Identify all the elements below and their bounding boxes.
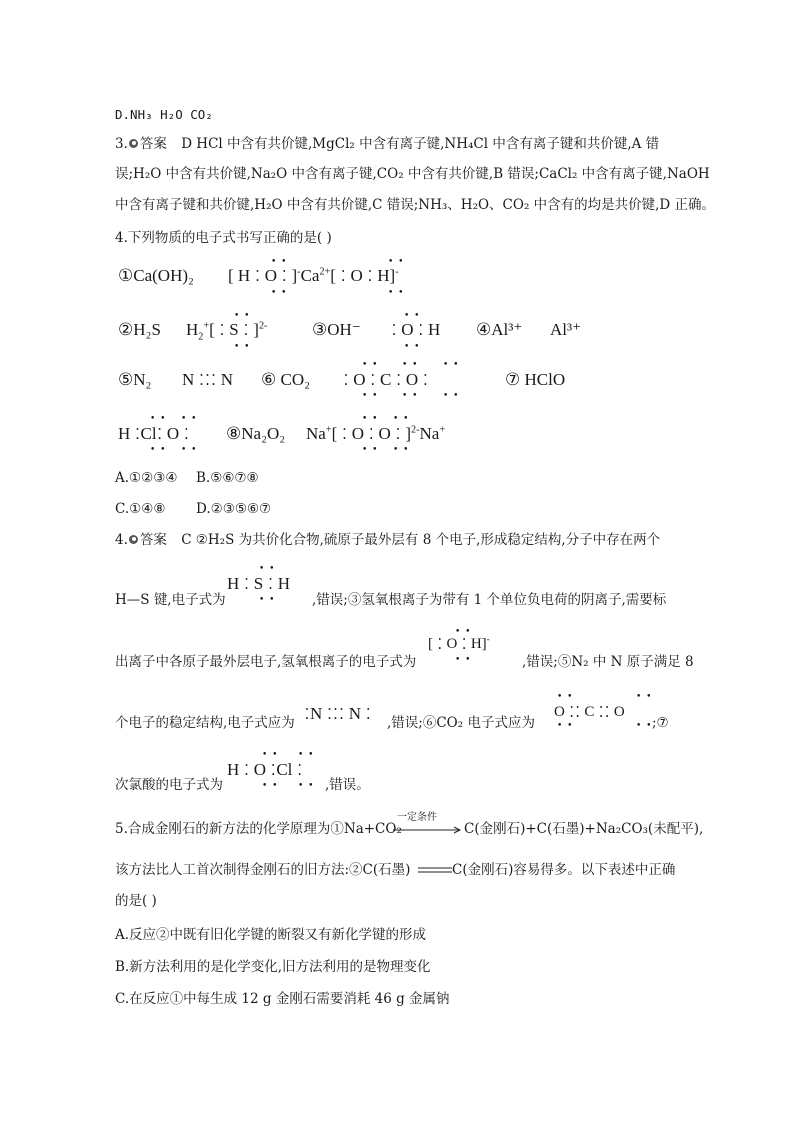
lone-pair-dots: • • bbox=[181, 445, 198, 455]
lone-pair-dots: • • bbox=[443, 360, 460, 370]
q4-answer-line4c: ;⑦ bbox=[652, 715, 669, 731]
q4-item3-structure: ⁚ O ⁚ H bbox=[391, 320, 441, 340]
answer-number: 4. bbox=[115, 532, 128, 548]
q4-option-c: C.①④⑧ bbox=[115, 501, 166, 517]
q4-answer-line1 bbox=[115, 531, 660, 549]
answer-icon bbox=[129, 535, 138, 544]
q4-item4-formula: Al³⁺ bbox=[550, 320, 582, 339]
q4-stem: 4.下列物质的电子式书写正确的是( ) bbox=[115, 230, 332, 246]
q5-option-c: C.在反应①中每生成 12 g 金刚石需要消耗 46 g 金属钠 bbox=[115, 991, 450, 1007]
q4-answer-line5a: 次氯酸的电子式为 bbox=[115, 777, 223, 793]
hclo-electron-formula: H ⁚ O ⁚Cl ⁚ bbox=[227, 760, 303, 780]
lone-pair-dots: • • bbox=[362, 391, 379, 401]
lone-pair-dots: • • bbox=[234, 311, 251, 321]
q3-answer-line2: 误;H₂O 中含有共价键,Na₂O 中含有离子键,CO₂ 中含有共价键,B 错误;CaCl₂ 中含有离子键,NaOH bbox=[115, 166, 710, 182]
q4-item7-structure: H ⁚Cl⁚ O ⁚ bbox=[118, 424, 189, 444]
q4-answer-line4a: 个电子的稳定结构,电子式应为 bbox=[115, 715, 295, 731]
answer-icon bbox=[129, 139, 138, 148]
q4-item2-label: ②H₂S bbox=[118, 320, 161, 339]
q4-item2-structure: $H_2^+$[ ⁚ S ⁚ ]$^{2-}$ bbox=[186, 320, 268, 343]
q4-answer-line3a: 出离子中各原子最外层电子,氢氧根离子的电子式为 bbox=[115, 654, 417, 670]
q4-item8-structure: Na+[ ⁚ O ⁚ O ⁚ ]$^{2-}$Na+ bbox=[306, 424, 446, 444]
lone-pair-dots: • • bbox=[271, 257, 288, 267]
lone-pair-dots: • • bbox=[181, 414, 198, 424]
answer-number: 3. bbox=[115, 136, 128, 152]
lone-pair-dots: • • bbox=[404, 342, 421, 352]
answer-label: 答案 bbox=[139, 136, 167, 152]
reaction-arrow bbox=[393, 826, 463, 834]
lone-pair-dots: • • bbox=[636, 692, 653, 702]
q4-item8-label: ⑧Na₂O₂ bbox=[226, 424, 286, 443]
q3-answer-line1 bbox=[115, 135, 659, 153]
lone-pair-dots: • • bbox=[557, 721, 574, 731]
q5-line1a: 5.合成金刚石的新方法的化学原理为①Na+CO₂ bbox=[115, 821, 402, 837]
lone-pair-dots: • • bbox=[402, 391, 419, 401]
lone-pair-dots: • • bbox=[455, 627, 472, 637]
q5-option-b: B.新方法利用的是化学变化,旧方法利用的是物理变化 bbox=[115, 959, 431, 975]
q4-item7-label: ⑦ HClO bbox=[505, 370, 566, 389]
lone-pair-dots: • • bbox=[362, 414, 379, 424]
q3-answer-line3: 中含有离子键和共价键,H₂O 中含有共价键,C 错误;NH₃、H₂O、CO₂ 中含有的均是共价键,D 正确。 bbox=[115, 197, 716, 213]
reaction-condition: 一定条件 bbox=[397, 812, 437, 823]
q4-item5-structure: N ⁚⁚⁚ N bbox=[182, 370, 234, 390]
lone-pair-dots: • • bbox=[259, 564, 276, 574]
q4-item6-label: ⑥ CO₂ bbox=[261, 370, 311, 389]
q4-option-a: A.①②③④ bbox=[115, 470, 178, 486]
lone-pair-dots: • • bbox=[388, 288, 405, 298]
q4-answer-line2b: ,错误;③氢氧根离子为带有 1 个单位负电荷的阴离子,需要标 bbox=[312, 592, 667, 608]
q5-line3: 的是( ) bbox=[115, 893, 157, 909]
q5-line2b: C(金刚石)容易得多。以下表述中正确 bbox=[452, 862, 676, 878]
lone-pair-dots: • • bbox=[404, 311, 421, 321]
q4-item1-label: ①Ca(OH)₂ bbox=[118, 266, 194, 285]
answer-text: D HCl 中含有共价键,MgCl₂ 中含有离子键,NH₄Cl 中含有离子键和共价键,A 错 bbox=[181, 136, 660, 152]
q5-option-a: A.反应②中既有旧化学键的断裂又有新化学键的形成 bbox=[115, 927, 427, 943]
q4-answer-line4b: ,错误;⑥CO₂ 电子式应为 bbox=[387, 715, 535, 731]
lone-pair-dots: • • bbox=[262, 781, 279, 791]
lone-pair-dots: • • bbox=[455, 655, 472, 665]
equal-sign bbox=[418, 866, 452, 874]
lone-pair-dots: • • bbox=[636, 721, 653, 731]
lone-pair-dots: • • bbox=[557, 692, 574, 702]
lone-pair-dots: • • bbox=[402, 360, 419, 370]
q5-line1b: C(金刚石)+C(石墨)+Na₂CO₃(未配平), bbox=[464, 821, 704, 837]
q4-option-b: B.⑤⑥⑦⑧ bbox=[196, 470, 259, 486]
lone-pair-dots: • • bbox=[388, 257, 405, 267]
lone-pair-dots: • • bbox=[362, 445, 379, 455]
h2s-electron-formula: H ⁚ S ⁚ H bbox=[227, 574, 291, 594]
lone-pair-dots: • • bbox=[150, 445, 167, 455]
lone-pair-dots: • • bbox=[443, 391, 460, 401]
n2-electron-formula: ⁚N ⁚⁚⁚ N ⁚ bbox=[304, 704, 371, 724]
q4-item1-structure: [ H ⁚ O ⁚ ]$^-Ca^{2+}$[ ⁚ O ⁚ H]- bbox=[228, 266, 399, 286]
lone-pair-dots: • • bbox=[298, 750, 315, 760]
q4-item4-label: ④Al³⁺ bbox=[476, 320, 523, 339]
oh-electron-formula: [ ⁚ O ⁚ H]- bbox=[428, 634, 490, 653]
lone-pair-dots: • • bbox=[298, 781, 315, 791]
lone-pair-dots: • • bbox=[393, 414, 410, 424]
lone-pair-dots: • • bbox=[393, 445, 410, 455]
q4-answer-line2a: H—S 键,电子式为 bbox=[115, 592, 226, 608]
q3-option-d: D.NH₃ H₂O CO₂ bbox=[115, 107, 213, 122]
q4-item3-label: ③OH⁻ bbox=[312, 320, 361, 339]
answer-text: C ②H₂S 为共价化合物,硫原子最外层有 8 个电子,形成稳定结构,分子中存在两个 bbox=[181, 532, 661, 548]
q4-item6-structure: ⁚ O ⁚ C ⁚ O ⁚ bbox=[343, 370, 428, 390]
answer-label: 答案 bbox=[139, 532, 167, 548]
lone-pair-dots: • • bbox=[150, 414, 167, 424]
lone-pair-dots: • • bbox=[234, 342, 251, 352]
q4-option-d: D.②③⑤⑥⑦ bbox=[196, 501, 272, 517]
q4-answer-line5b: ,错误。 bbox=[325, 777, 370, 793]
lone-pair-dots: • • bbox=[271, 288, 288, 298]
q4-answer-line3b: ,错误;⑤N₂ 中 N 原子满足 8 bbox=[522, 654, 694, 670]
q5-line2a: 该方法比人工首次制得金刚石的旧方法:②C(石墨) bbox=[115, 862, 411, 878]
lone-pair-dots: • • bbox=[259, 595, 276, 605]
lone-pair-dots: • • bbox=[362, 360, 379, 370]
co2-electron-formula: O ⁚⁚ C ⁚⁚ O bbox=[554, 704, 625, 721]
lone-pair-dots: • • bbox=[262, 750, 279, 760]
q4-item5-label: ⑤N₂ bbox=[118, 370, 152, 389]
